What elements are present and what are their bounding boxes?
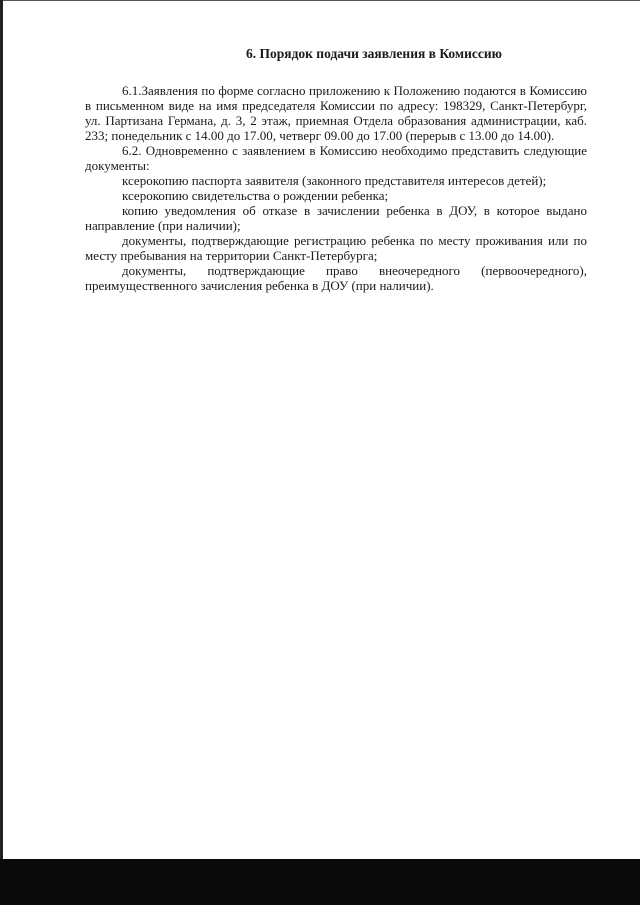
paragraph-6-2: 6.2. Одновременно с заявлением в Комиссию необходимо представить следующие документы: xyxy=(85,143,587,173)
document-list-item: ксерокопию свидетельства о рождении ребенка; xyxy=(122,188,389,203)
scan-top-edge xyxy=(0,0,640,1)
section-heading: 6. Порядок подачи заявления в Комиссию xyxy=(246,46,502,61)
document-list-item: документы, подтверждающие регистрацию ребенка по месту проживания или по месту пребывания на территории Санкт-Петербурга; xyxy=(85,233,587,263)
document-list-item: документы, подтверждающие право внеочередного (первоочередного), преимущественного зачисления ребенка в ДОУ (при наличии). xyxy=(85,263,587,293)
paragraph-6-1: 6.1.Заявления по форме согласно приложению к Положению подаются в Комиссию в письменном виде на имя председателя Комиссии по адресу: 198329, Санкт-Петербург, ул. Партизана Германа, д. 3, 2 этаж, приемная Отдела образования администрации, каб. 233; понедельник с 14.00 до 17.00, четверг 09.00 до 17.00 (перерыв с 13.00 до 14.00). xyxy=(85,83,587,143)
scan-left-edge xyxy=(0,0,3,860)
scan-bottom-band xyxy=(0,859,640,905)
document-list-item: ксерокопию паспорта заявителя (законного представителя интересов детей); xyxy=(122,173,547,188)
document-body xyxy=(85,46,587,293)
document-list-item: копию уведомления об отказе в зачислении ребенка в ДОУ, в которое выдано направление (при наличии); xyxy=(85,203,587,233)
